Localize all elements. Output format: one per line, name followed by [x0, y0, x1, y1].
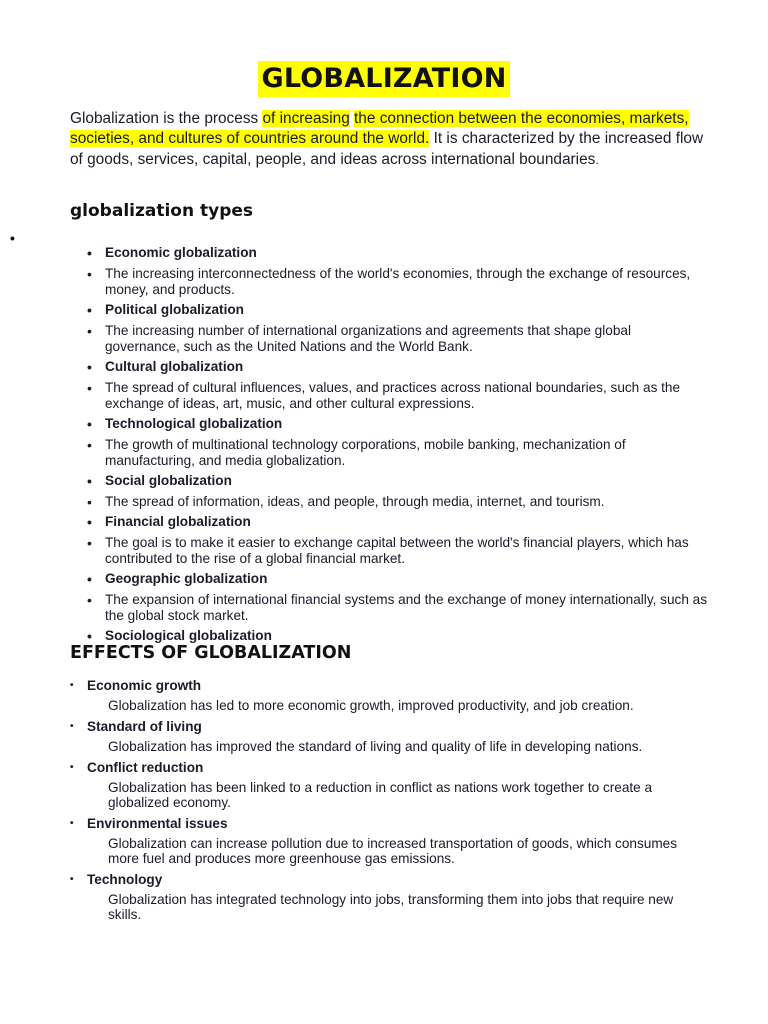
intro-highlight-1: of increasing [262, 110, 350, 127]
type-description-item: • The growth of multinational technology corporations, mobile banking, mechanization of manufacturing, and media globalization. [87, 437, 707, 469]
effect-title: • Technology [70, 871, 710, 888]
effect-description: Globalization can increase pollution due to increased transportation of goods, which consumes more fuel and produces more greenhouse gas emissions. [108, 836, 678, 866]
type-heading-item: • Economic globalization [87, 245, 707, 261]
effect-title: • Conflict reduction [70, 759, 710, 776]
type-heading-item: • Sociological globalization [87, 628, 707, 644]
effect-item [70, 677, 710, 713]
intro-highlight-2: the connection between the economies, markets, societies, and cultures of countries around the world. [70, 110, 689, 148]
intro-text-2: It is characterized by the increased flow of goods, services, capital, people, and ideas across international boundaries [70, 130, 704, 168]
intro-paragraph [70, 109, 710, 170]
type-heading-item: • Financial globalization [87, 514, 707, 530]
effect-title: • Economic growth [70, 677, 710, 694]
type-description-item: • The spread of information, ideas, and people, through media, internet, and tourism. [87, 494, 707, 510]
stray-bullet-mark: • [10, 230, 15, 246]
type-heading-item: • Technological globalization [87, 416, 707, 432]
effect-description: Globalization has integrated technology into jobs, transforming them into jobs that require new skills. [108, 892, 674, 922]
type-heading-item: • Social globalization [87, 473, 707, 489]
effect-description: Globalization has improved the standard of living and quality of life in developing nations. [108, 739, 643, 754]
effect-description: Globalization has led to more economic growth, improved productivity, and job creation. [108, 698, 634, 713]
title-container [0, 61, 768, 97]
effects-heading: EFFECTS OF GLOBALIZATION [70, 643, 352, 663]
intro-end: . [595, 152, 599, 167]
type-heading-item: • Geographic globalization [87, 571, 707, 587]
type-description-item: • The expansion of international financial systems and the exchange of money internationally, such as the global stock market. [87, 592, 707, 624]
page-title: GLOBALIZATION [258, 61, 509, 97]
types-heading: globalization types [70, 201, 254, 221]
type-description-item: • The spread of cultural influences, values, and practices across national boundaries, such as the exchange of ideas, art, music, and other cultural expressions. [87, 380, 707, 412]
intro-text-1: Globalization is the process [70, 110, 263, 127]
type-heading-item: • Political globalization [87, 302, 707, 318]
effect-item [70, 871, 710, 922]
types-list [87, 245, 707, 649]
effect-title: • Standard of living [70, 718, 710, 735]
type-description-item: • The increasing interconnectedness of the world's economies, through the exchange of resources, money, and products. [87, 266, 707, 298]
effects-list [70, 677, 710, 927]
effect-description: Globalization has been linked to a reduction in conflict as nations work together to create a globalized economy. [108, 780, 653, 810]
type-heading-item: • Cultural globalization [87, 359, 707, 375]
type-description-item: • The increasing number of international organizations and agreements that shape global governance, such as the United Nations and the World Bank. [87, 323, 707, 355]
effect-item [70, 718, 710, 754]
effect-item [70, 759, 710, 810]
effect-title: • Environmental issues [70, 815, 710, 832]
effect-item [70, 815, 710, 866]
type-description-item: • The goal is to make it easier to exchange capital between the world's financial players, which has contributed to the rise of a global financial market. [87, 535, 707, 567]
